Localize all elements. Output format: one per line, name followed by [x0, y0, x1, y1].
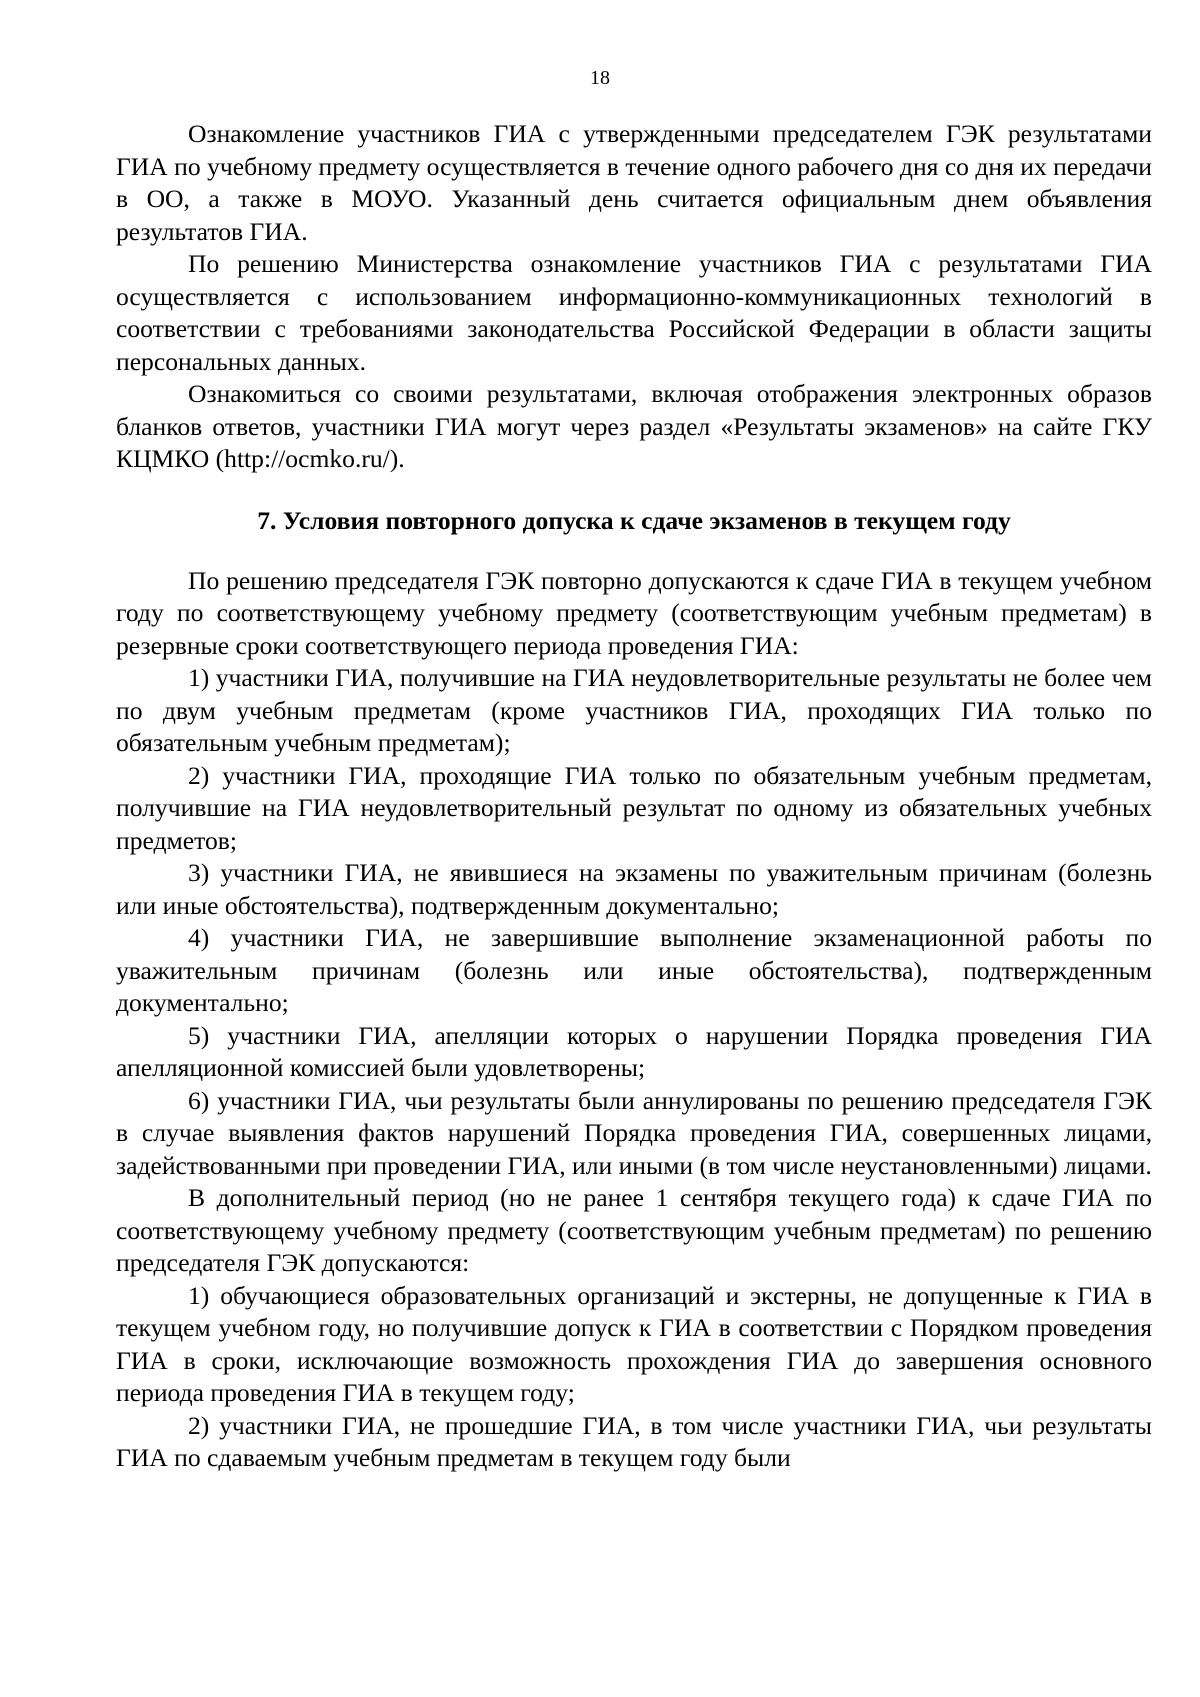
- section-heading: 7. Условия повторного допуска к сдаче экзаменов в текущем году: [257, 505, 1011, 535]
- list-item: 6) участники ГИА, чьи результаты были аннулированы по решению председателя ГЭК в случае выявления фактов нарушений Порядка проведения ГИА, совершенных лицами, задействованными при проведении ГИА, или иными (в том числе неустановленными) лицами.: [116, 1085, 1152, 1180]
- paragraph-results-familiarization: Ознакомление участников ГИА с утвержденными председателем ГЭК результатами ГИА по учебному предмету осуществляется в течение одного рабочего дня со дня их передачи в ОО, а также в МОУО. Указанный день считается официальным днем объявления результатов ГИА.: [116, 119, 1152, 246]
- list-item: 2) участники ГИА, не прошедшие ГИА, в том числе участники ГИА, чьи результаты ГИА по сдаваемым учебным предметам в текущем году были: [116, 1410, 1152, 1472]
- list-item: 1) участники ГИА, получившие на ГИА неудовлетворительные результаты не более чем по двум учебным предметам (кроме участников ГИА, проходящих ГИА только по обязательным учебным предметам);: [116, 663, 1152, 757]
- list-item: 3) участники ГИА, не явившиеся на экзамены по уважительным причинам (болезнь или иные обстоятельства), подтвержденным документально;: [116, 858, 1152, 920]
- list-item: 2) участники ГИА, проходящие ГИА только по обязательным учебным предметам, получившие на ГИА неудовлетворительный результат по одному из обязательных учебных предметов;: [116, 760, 1152, 855]
- page-number: 18: [590, 67, 610, 89]
- list-item: 1) обучающиеся образовательных организаций и экстерны, не допущенные к ГИА в текущем учебном году, но получившие допуск к ГИА в соответствии с Порядком проведения ГИА в сроки, исключающие возможность прохождения ГИА до завершения основного периода проведения ГИА в текущем году;: [116, 1280, 1152, 1407]
- list-item: 5) участники ГИА, апелляции которых о нарушении Порядка проведения ГИА апелляционной комиссией были удовлетворены;: [116, 1020, 1152, 1082]
- list-item: 4) участники ГИА, не завершившие выполнение экзаменационной работы по уважительным причинам (болезнь или иные обстоятельства), подтвержденным документально;: [116, 923, 1152, 1017]
- paragraph-results-website: Ознакомиться со своими результатами, включая отображения электронных образов бланков ответов, участники ГИА могут через раздел «Результаты экзаменов» на сайте ГКУ КЦМКО (http://ocmko.ru/).: [116, 379, 1152, 473]
- paragraph-readmission-intro: По решению председателя ГЭК повторно допускаются к сдаче ГИА в текущем учебном году по соответствующему учебному предмету (соответствующим учебным предметам) в резервные сроки соответствующего периода проведения ГИА:: [116, 565, 1152, 660]
- page-content: [116, 118, 1152, 1475]
- paragraph-additional-period-intro: В дополнительный период (но не ранее 1 сентября текущего года) к сдаче ГИА по соответствующему учебному предмету (соответствующим учебным предметам) по решению председателя ГЭК допускаются:: [116, 1183, 1152, 1277]
- paragraph-ministry-decision: По решению Министерства ознакомление участников ГИА с результатами ГИА осуществляется с использованием информационно-коммуникационных технологий в соответствии с требованиями законодательства Российской Федерации в области защиты персональных данных.: [116, 249, 1152, 376]
